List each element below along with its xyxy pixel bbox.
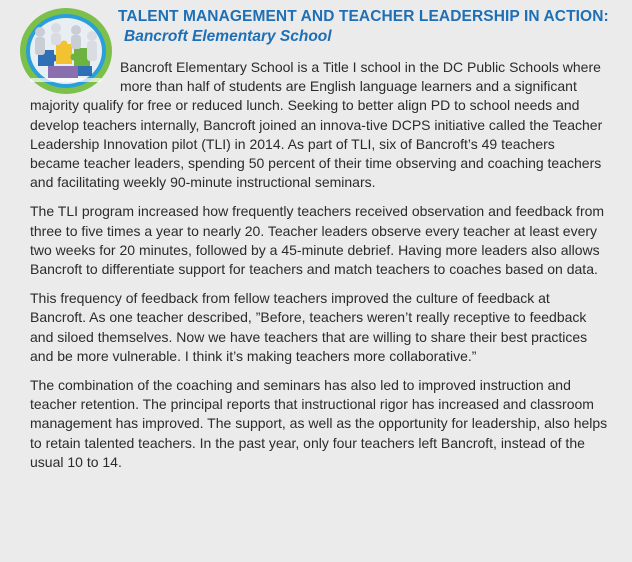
paragraph-1: Bancroft Elementary School is a Title I school in the DC Public Schools where more than half of students are English language learners and a significant majority qualify for free or reduced lunch. Seeking to better align PD to school needs and develop teachers internally, Bancroft joined an innova-tive DCPS initiative called the Teacher Leadership Innovation pilot (TLI) in 2014. As part of TLI, six of Bancroft’s 49 teachers became teacher leaders, spending 50 percent of their time observing and coaching teachers and facilitating weekly 90-minute instructional seminars. [30, 59, 603, 191]
paragraph-3: This frequency of feedback from fellow teachers improved the culture of feedback at Bancroft. As one teacher described, ”Before, teachers weren’t really receptive to feedback and siloed themselves. Now we have teachers that are willing to share their best practices and be more vulnerable. I think it’s making teachers more collaborative.” [30, 290, 588, 364]
page-title: TALENT MANAGEMENT AND TEACHER LEADERSHIP IN ACTION: [118, 8, 609, 25]
paragraph-4: The combination of the coaching and seminars has also led to improved instruction and teacher retention. The principal reports that instructional rigor has increased and classroom management has improved. The support, as well as the opportunity for leadership, also helps to retain talented teachers. In the past year, only four teachers left Bancroft, instead of the usual 10 to 14. [30, 377, 608, 470]
page-subtitle: Bancroft Elementary School [124, 28, 332, 45]
article-body [30, 58, 608, 482]
logo-wrap-spacer [30, 58, 120, 96]
paragraph-2: The TLI program increased how frequently teachers received observation and feedback from three to five times a year to nearly 20. Teacher leaders observe every teacher at least every two weeks for 20 minutes, followed by a 45-minute debrief. Having more leaders also allows Bancroft to differentiate support for teachers and match teachers to coaches based on data. [30, 203, 605, 278]
